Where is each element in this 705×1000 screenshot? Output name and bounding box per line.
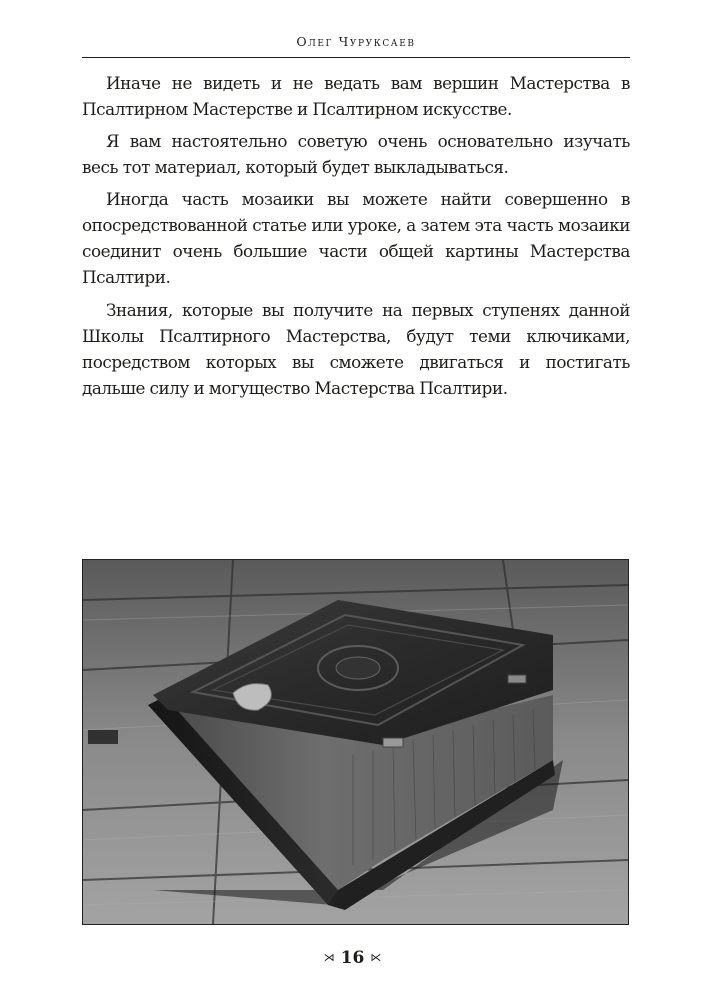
paragraph: Я вам настоятельно советую очень основательно изучать весь тот материал, который будет выкладываться.: [82, 131, 630, 178]
running-head-author: Олег Чуруксаев: [296, 34, 416, 49]
paragraph: Иначе не видеть и не ведать вам вершин Мастерства в Псалтирном Мастерстве и Псалтирном искусстве.: [82, 73, 630, 119]
paragraph: Знания, которые вы получите на первых ступенях данной Школы Псалтирного Мастерства, будут теми ключиками, посредством которых вы сможете двигаться и постигать дальше силу и могущество Мастерства Псалтири.: [82, 299, 630, 398]
header-rule: [82, 57, 630, 58]
ornament-right-icon: ⋉: [370, 951, 382, 964]
page-number: 16: [340, 948, 365, 968]
ornament-left-icon: ⋊: [323, 951, 335, 964]
paragraph: Иногда часть мозаики вы можете найти совершенно в опосредствованной статье или уроке, а затем эта часть мозаики соединит очень большие части общей картины Мастерства Псалтири.: [82, 189, 630, 288]
old-leather-bound-book-icon: [83, 560, 628, 924]
page-number-footer: [0, 948, 705, 968]
body-text: [82, 70, 630, 407]
book-photograph: [82, 559, 629, 925]
